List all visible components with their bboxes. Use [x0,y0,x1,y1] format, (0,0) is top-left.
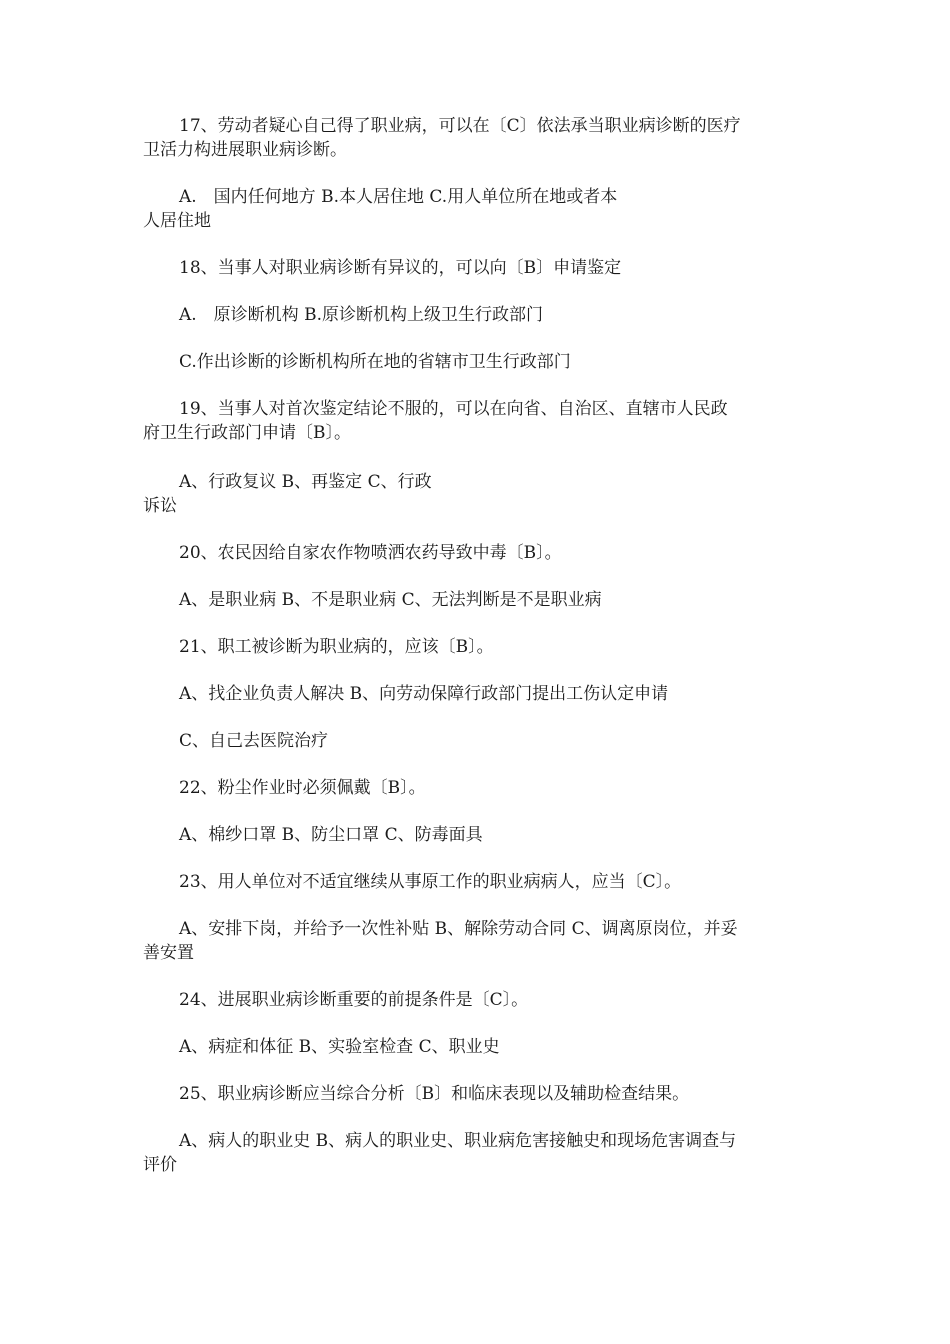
text-line: A、病人的职业史 B、病人的职业史、职业病危害接触史和现场危害调查与 [179,1131,737,1151]
options-18-a-b [143,303,803,327]
text-line: 善安置 [143,943,194,963]
text-line: A、是职业病 B、不是职业病 C、无法判断是不是职业病 [179,590,602,610]
question-21 [143,635,803,659]
text-line: A、病症和体征 B、实验室检查 C、职业史 [179,1037,500,1057]
options-20 [143,588,803,612]
question-17 [143,114,803,162]
text-line: C.作出诊断的诊断机构所在地的省辖市卫生行政部门 [179,352,571,372]
text-line: 20、农民因给自家农作物喷洒农药导致中毒〔B〕。 [179,543,562,563]
text-line: A、棉纱口罩 B、防尘口罩 C、防毒面具 [179,825,483,845]
options-22 [143,823,803,847]
options-23 [143,917,803,965]
options-24 [143,1035,803,1059]
text-line: 评价 [143,1155,177,1175]
text-line: A、安排下岗，并给予一次性补贴 B、解除劳动合同 C、调离原岗位，并妥 [179,919,738,939]
text-line: A、行政复议 B、再鉴定 C、行政 [179,472,432,492]
options-17 [143,185,803,233]
text-line: 21、职工被诊断为职业病的，应该〔B〕。 [179,637,494,657]
text-line: 诉讼 [143,496,177,516]
options-21-a-b [143,682,803,706]
options-25 [143,1129,803,1177]
text-line: 17、劳动者疑心自己得了职业病，可以在〔C〕依法承当职业病诊断的医疗 [179,116,741,136]
question-19 [143,397,803,445]
text-line: 卫活力构进展职业病诊断。 [143,140,347,160]
text-line: 府卫生行政部门申请〔B〕。 [143,423,351,443]
question-24 [143,988,803,1012]
question-22 [143,776,803,800]
text-line: 18、当事人对职业病诊断有异议的，可以向〔B〕申请鉴定 [179,258,622,278]
text-line: 23、用人单位对不适宜继续从事原工作的职业病病人，应当〔C〕。 [179,872,682,892]
options-18-c [143,350,803,374]
text-line: 22、粉尘作业时必须佩戴〔B〕。 [179,778,426,798]
text-line: C、自己去医院治疗 [179,731,329,751]
text-line: 19、当事人对首次鉴定结论不服的，可以在向省、自治区、直辖市人民政 [179,399,728,419]
text-line: 人居住地 [143,211,211,231]
text-line: 24、进展职业病诊断重要的前提条件是〔C〕。 [179,990,529,1010]
text-line: 25、职业病诊断应当综合分析〔B〕和临床表现以及辅助检查结果。 [179,1084,690,1104]
question-23 [143,870,803,894]
options-19 [143,470,803,518]
text-line: A. 国内任何地方 B.本人居住地 C.用人单位所在地或者本 [179,187,618,207]
options-21-c [143,729,803,753]
text-line: A、找企业负责人解决 B、向劳动保障行政部门提出工伤认定申请 [179,684,669,704]
text-line: A. 原诊断机构 B.原诊断机构上级卫生行政部门 [179,305,543,325]
question-18 [143,256,803,280]
question-25 [143,1082,803,1106]
question-20 [143,541,803,565]
